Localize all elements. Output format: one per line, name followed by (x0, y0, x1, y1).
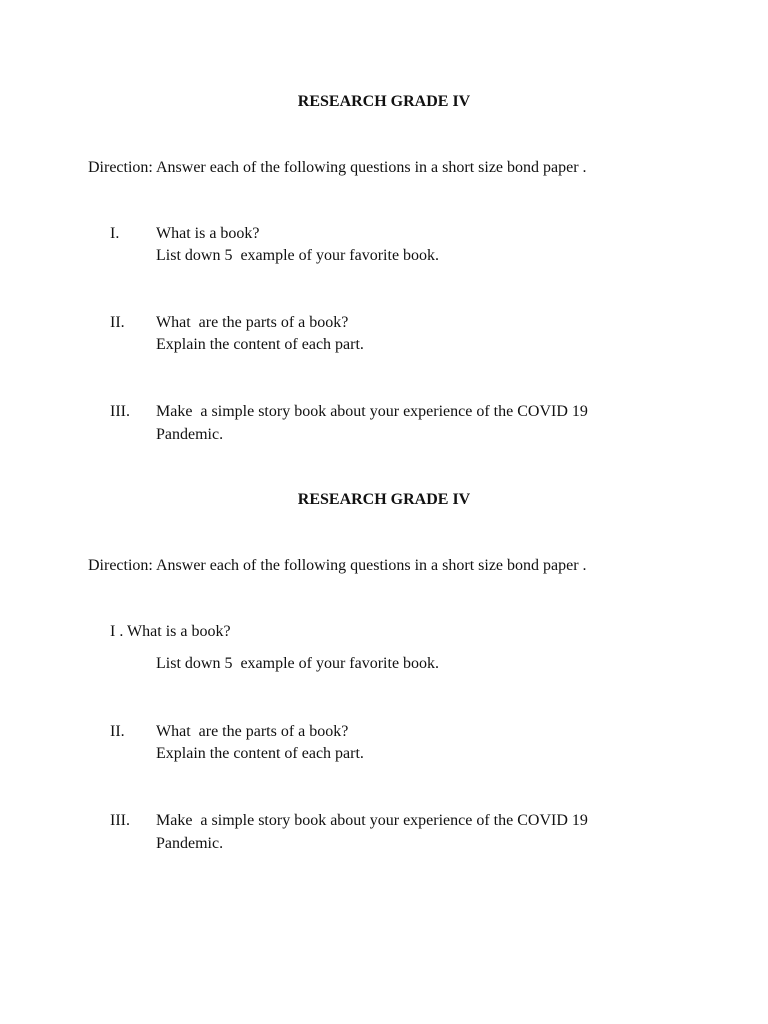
question-text: What are the parts of a book? (156, 314, 349, 331)
question-text: Make a simple story book about your experience of the COVID 19 (156, 812, 588, 829)
question-subtext: List down 5 example of your favorite book. (156, 247, 440, 264)
question-numeral: II. (110, 314, 125, 331)
question-subtext: Explain the content of each part. (156, 336, 364, 353)
section-1-direction: Direction: Answer each of the following questions in a short size bond paper . (88, 159, 587, 176)
question-subtext: Pandemic. (156, 426, 224, 443)
question-numeral: III. (110, 403, 130, 420)
question-subtext: Explain the content of each part. (156, 745, 364, 762)
section-1-title: RESEARCH GRADE IV (297, 93, 471, 110)
question-text: What are the parts of a book? (156, 723, 349, 740)
question-text: What is a book? (156, 225, 260, 242)
question-numeral: I. (110, 225, 120, 242)
question-numeral: III. (110, 812, 130, 829)
section-2-title: RESEARCH GRADE IV (297, 491, 471, 508)
question-numeral: II. (110, 723, 125, 740)
question-numeral: I . What is a book? (110, 623, 231, 640)
question-subtext: Pandemic. (156, 835, 224, 852)
question-text: Make a simple story book about your experience of the COVID 19 (156, 403, 588, 420)
question-subtext: List down 5 example of your favorite book. (156, 655, 440, 672)
section-2-direction: Direction: Answer each of the following questions in a short size bond paper . (88, 557, 587, 574)
